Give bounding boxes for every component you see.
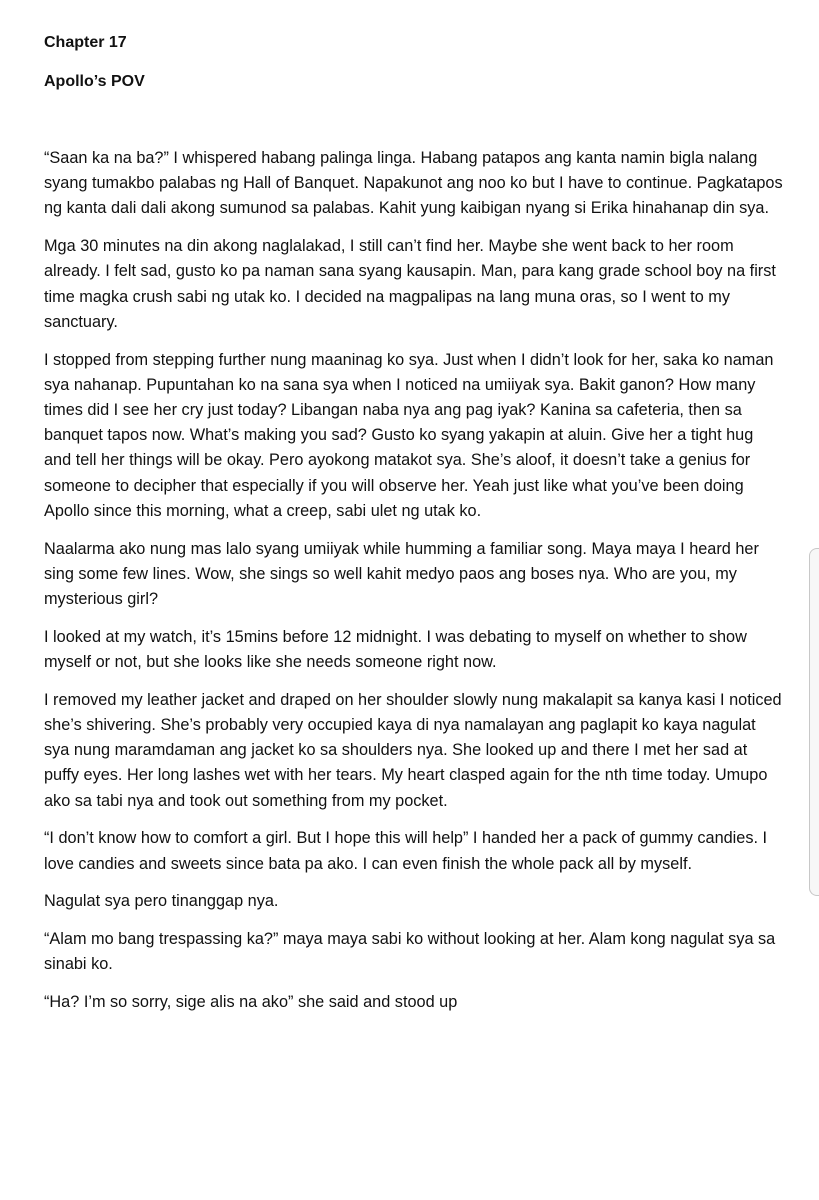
paragraph-9: “Alam mo bang trespassing ka?” maya maya sabi ko without looking at her. Alam kong nagulat sya sa sinabi ko. — [44, 930, 776, 974]
paragraph-7: “I don’t know how to comfort a girl. But I hope this will help” I handed her a pack of gummy candies. I love candies and sweets since bata pa ako. I can even finish the whole pack all by myself. — [44, 829, 768, 873]
chapter-title: Chapter 17 — [44, 34, 127, 51]
pov-title: Apollo’s POV — [44, 73, 145, 90]
paragraph-3: I stopped from stepping further nung maaninag ko sya. Just when I didn’t look for her, saka ko naman sya nahanap. Pupuntahan ko na sana sya when I noticed na umiiyak sya. Bakit ganon? How many times did I see her cry just today? Libangan naba nya ang pag iyak? Kanina sa cafeteria, then sa banquet tapos now. What’s making you sad? Gusto ko syang yakapin at aluin. Give her a tight hug and tell her things will be okay. Pero ayokong matakot sya. She’s aloof, it doesn’t take a genius for someone to decipher that especially if you will observe her. Yeah just like what you’ve been doing Apollo since this morning, what a creep, sabi ulet ng utak ko. — [44, 350, 774, 520]
paragraph-2: Mga 30 minutes na din akong naglalakad, I still can’t find her. Maybe she went back to her room already. I felt sad, gusto ko pa naman sana syang kausapin. Man, para kang grade school boy na first time magka crush sabi ng utak ko. I decided na magpalipas na lang muna oras, so I went to my sanctuary. — [44, 237, 776, 331]
paragraph-8: Nagulat sya pero tinanggap nya. — [44, 892, 279, 911]
paragraph-10: “Ha? I’m so sorry, sige alis na ako” she said and stood up — [44, 993, 458, 1012]
paragraph-1: “Saan ka na ba?” I whispered habang palinga linga. Habang patapos ang kanta namin bigla nalang syang tumakbo palabas ng Hall of Banquet. Napakunot ang noo ko but I have to continue. Pagkatapos ng kanta dali dali akong sumunod sa palabas. Kahit yung kaibigan nyang si Erika hinahanap din sya. — [44, 149, 783, 218]
paragraph-6: I removed my leather jacket and draped on her shoulder slowly nung makalapit sa kanya kasi I noticed she’s shivering. She’s probably very occupied kaya di nya namalayan ang paglapit ko kaya nagulat sya nung maramdaman ang jacket ko sa shoulders nya. She looked up and there I met her sad at puffy eyes. Her long lashes wet with her tears. My heart clasped again for the nth time today. Umupo ako sa tabi nya and took out something from my pocket. — [44, 690, 782, 810]
paragraph-4: Naalarma ako nung mas lalo syang umiiyak while humming a familiar song. Maya maya I heard her sing some few lines. Wow, she sings so well kahit medyo paos ang boses nya. Who are you, my mysterious girl? — [44, 539, 759, 609]
scroll-handle[interactable] — [809, 548, 819, 896]
paragraph-5: I looked at my watch, it’s 15mins before 12 midnight. I was debating to myself on whether to show myself or not, but she looks like she needs someone right now. — [44, 627, 747, 672]
document-page — [44, 31, 784, 1028]
